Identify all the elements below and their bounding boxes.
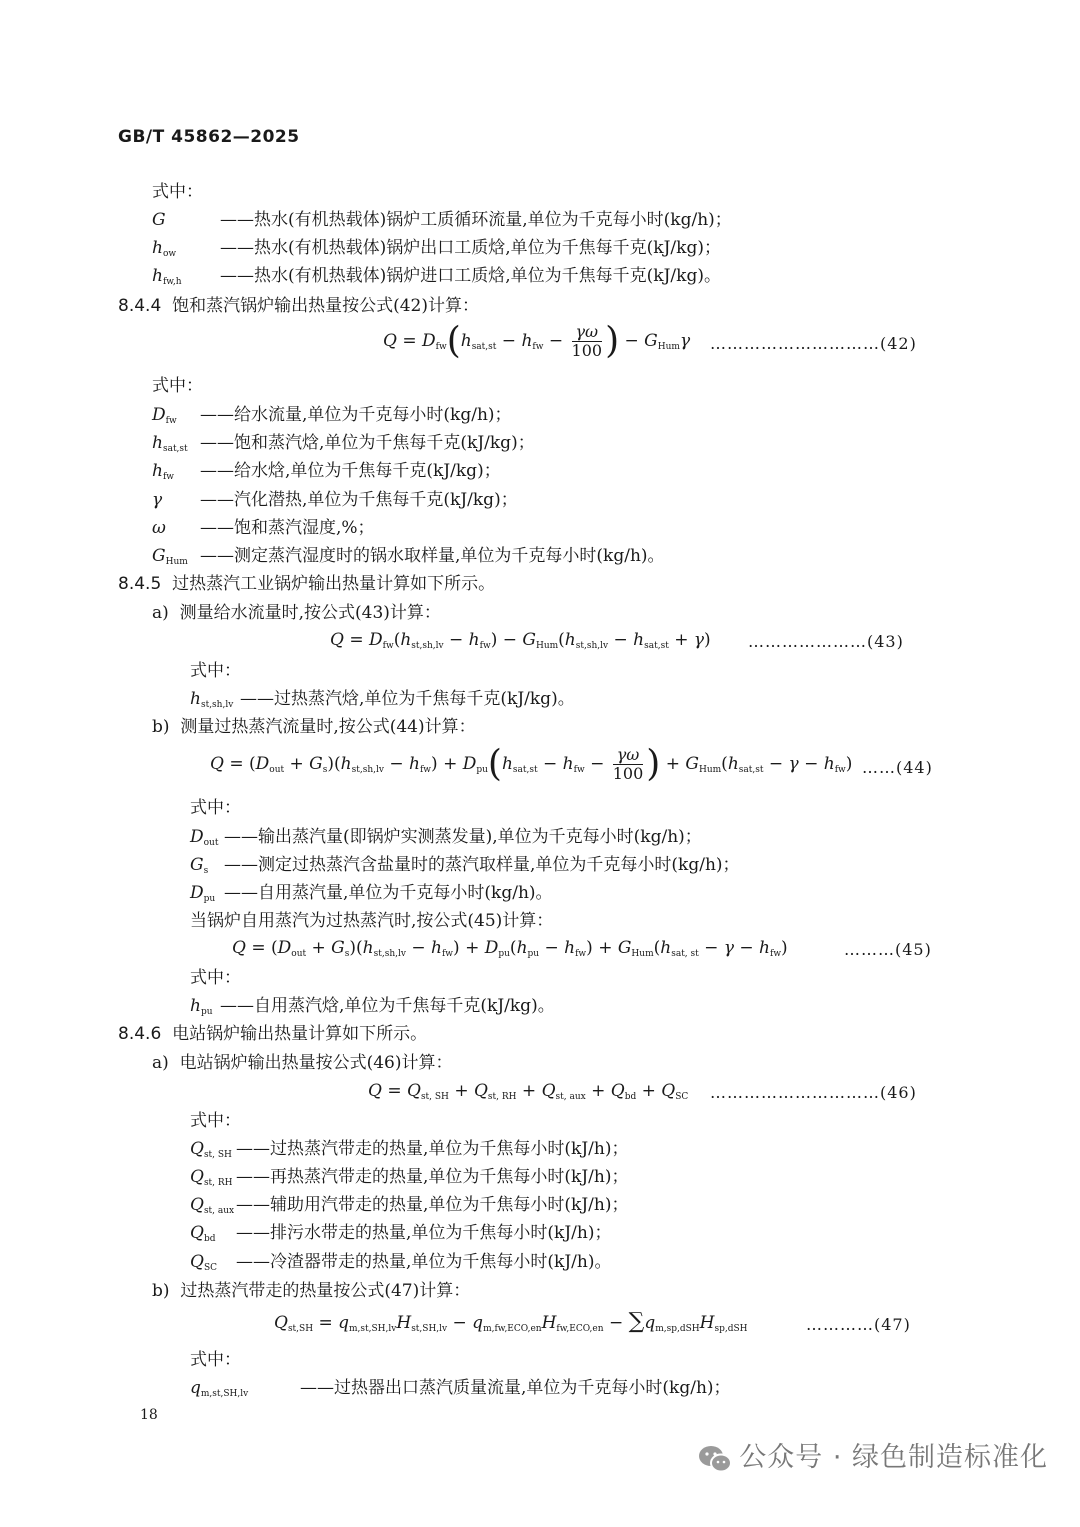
item-a: a) 测量给水流量时,按公式(43)计算：: [152, 603, 441, 623]
symbol: $Q_{bd}$: [190, 1223, 216, 1244]
def-row: [152, 404, 512, 432]
def-row: [152, 489, 518, 517]
symbol: $D_{pu}$: [190, 883, 216, 904]
wechat-icon: [697, 1444, 733, 1474]
definition: ——辅助用汽带走的热量,单位为千焦每小时(kJ/h)；: [236, 1195, 629, 1215]
def-row: [152, 209, 732, 237]
formula-44: $Q = (D_{out} + G_s)(h_{st,sh,lv} - h_{fw}) + D_{pu}(h_{sat,st} - h_{fw}$ − $\frac{\gamma\omega}{100}$ ) + $G_{Hum}(h_{sat,st} - \gamma - h_{fw})$: [210, 743, 853, 785]
def-row: [152, 432, 535, 460]
section-8-4-6: 8.4.6 电站锅炉输出热量计算如下所示。: [118, 1024, 428, 1044]
where-label: 式中：: [152, 376, 203, 396]
symbol: $Q_{st, SH}$: [190, 1139, 232, 1160]
where-label: 式中：: [190, 1350, 241, 1370]
symbol: $h_{ow}$: [152, 238, 177, 259]
symbol: $Q_{st, RH}$: [190, 1167, 233, 1188]
symbol: $Q_{st, aux}$: [190, 1195, 235, 1216]
definition: ——给水焓,单位为千焦每千克(kJ/kg)；: [200, 461, 501, 481]
symbol: $D_{fw}$: [152, 405, 177, 426]
formula-47: $Q_{st,SH} = q_{m,st,SH,lv}H_{st,SH,lv} - q_{m,fw,ECO,en}H_{fw,ECO,en} - \sum q_{m,sp,dSH}H_{sp,dSH}$: [274, 1309, 748, 1334]
definition: ——汽化潜热,单位为千焦每千克(kJ/kg)；: [200, 490, 518, 510]
def-row: [190, 1222, 611, 1250]
item-a: a) 电站锅炉输出热量按公式(46)计算：: [152, 1053, 453, 1073]
def-row: [190, 1377, 731, 1405]
formula-number: …………………………(42): [710, 334, 917, 353]
def-row: [152, 265, 721, 293]
def-row: [152, 517, 375, 545]
symbol: G: [152, 210, 166, 230]
where-label: 式中：: [152, 182, 203, 202]
symbol: ω: [152, 518, 166, 538]
symbol: $G_{Hum}$: [152, 546, 188, 567]
def-row: [190, 995, 555, 1023]
symbol: $h_{st,sh,lv}$: [190, 689, 234, 710]
where-label: 式中：: [190, 798, 241, 818]
definition: ——热水(有机热载体)锅炉出口工质焓,单位为千焦每千克(kJ/kg)；: [220, 238, 721, 258]
definition: ——过热器出口蒸汽质量流量,单位为千克每小时(kg/h)；: [300, 1378, 731, 1398]
symbol: $h_{fw,h}$: [152, 266, 182, 287]
definition: ——饱和蒸汽湿度,%；: [200, 518, 375, 538]
where-label: 式中：: [190, 1111, 241, 1131]
symbol: $h_{pu}$: [190, 996, 213, 1017]
page-number: 18: [140, 1407, 158, 1423]
symbol: $D_{out}$: [190, 827, 219, 848]
section-8-4-4: 8.4.4 饱和蒸汽锅炉输出热量按公式(42)计算：: [118, 296, 479, 316]
definition: ——热水(有机热载体)锅炉工质循环流量,单位为千克每小时(kg/h)；: [220, 210, 732, 230]
section-8-4-5: 8.4.5 过热蒸汽工业锅炉输出热量计算如下所示。: [118, 574, 496, 594]
def-row: [152, 460, 501, 488]
formula-number: …………………(43): [748, 632, 904, 651]
def-row: [190, 1194, 628, 1222]
definition: ——再热蒸汽带走的热量,单位为千焦每小时(kJ/h)；: [236, 1167, 629, 1187]
def-row: [152, 545, 665, 573]
where-label: 式中：: [190, 661, 241, 681]
def-row: [190, 688, 575, 716]
def-row: [190, 1251, 611, 1279]
def-row: [152, 237, 721, 265]
symbol: γ: [152, 490, 163, 510]
definition: ——排污水带走的热量,单位为千焦每小时(kJ/h)；: [236, 1223, 612, 1243]
definition: ——测定蒸汽湿度时的锅水取样量,单位为千克每小时(kg/h)。: [200, 546, 665, 566]
definition: ——给水流量,单位为千克每小时(kg/h)；: [200, 405, 512, 425]
formula-number: ………(45): [844, 940, 932, 959]
definition: ——输出蒸汽量(即锅炉实测蒸发量),单位为千克每小时(kg/h)；: [224, 827, 702, 847]
definition: ——冷渣器带走的热量,单位为千焦每小时(kJ/h)。: [236, 1252, 612, 1272]
formula-number: ……(44): [862, 758, 933, 777]
watermark: 公众号 · 绿色制造标准化: [697, 1435, 1048, 1474]
definition: ——热水(有机热载体)锅炉进口工质焓,单位为千焦每千克(kJ/kg)。: [220, 266, 721, 286]
formula-43: $Q = D_{fw}(h_{st,sh,lv} - h_{fw}) - G_{Hum}(h_{st,sh,lv} - h_{sat,st} + \gamma)$: [330, 630, 711, 651]
definition: ——自用蒸汽量,单位为千克每小时(kg/h)。: [224, 883, 553, 903]
def-row: [190, 826, 702, 854]
definition: ——饱和蒸汽焓,单位为千焦每千克(kJ/kg)；: [200, 433, 535, 453]
paragraph: 当锅炉自用蒸汽为过热蒸汽时,按公式(45)计算：: [190, 911, 554, 931]
symbol: $Q_{SC}$: [190, 1252, 217, 1273]
def-row: [190, 1166, 628, 1194]
def-row: [190, 1138, 628, 1166]
def-row: [190, 854, 740, 882]
standard-header: GB/T 45862—2025: [118, 127, 300, 147]
item-b: b) 过热蒸汽带走的热量按公式(47)计算：: [152, 1281, 471, 1301]
formula-42: $Q = D_{fw}(h_{sat,st} - h_{fw}$ − $\frac{\gamma\omega}{100}$ ) − $G_{Hum}\gamma$: [383, 320, 691, 362]
def-row: [190, 882, 553, 910]
definition: ——测定过热蒸汽含盐量时的蒸汽取样量,单位为千克每小时(kg/h)；: [224, 855, 740, 875]
symbol: $q_{m,st,SH,lv}$: [190, 1378, 249, 1399]
formula-46: $Q = Q_{st, SH} + Q_{st, RH} + Q_{st, aux} + Q_{bd} + Q_{SC}$: [368, 1081, 689, 1102]
definition: ——过热蒸汽带走的热量,单位为千焦每小时(kJ/h)；: [236, 1139, 629, 1159]
formula-number: …………(47): [806, 1315, 911, 1334]
formula-45: $Q = (D_{out} + G_s)(h_{st,sh,lv} - h_{fw}) + D_{pu}(h_{pu} - h_{fw}) + G_{Hum}(h_{sat, st} - \gamma - h_{fw})$: [232, 938, 788, 959]
definition: ——自用蒸汽焓,单位为千焦每千克(kJ/kg)。: [220, 996, 555, 1016]
item-b: b) 测量过热蒸汽流量时,按公式(44)计算：: [152, 717, 476, 737]
symbol: $h_{fw}$: [152, 461, 174, 482]
definition: ——过热蒸汽焓,单位为千焦每千克(kJ/kg)。: [240, 689, 575, 709]
where-label: 式中：: [190, 968, 241, 988]
symbol: $h_{sat,st}$: [152, 433, 188, 454]
symbol: $G_s$: [190, 855, 209, 876]
formula-number: …………………………(46): [710, 1083, 917, 1102]
